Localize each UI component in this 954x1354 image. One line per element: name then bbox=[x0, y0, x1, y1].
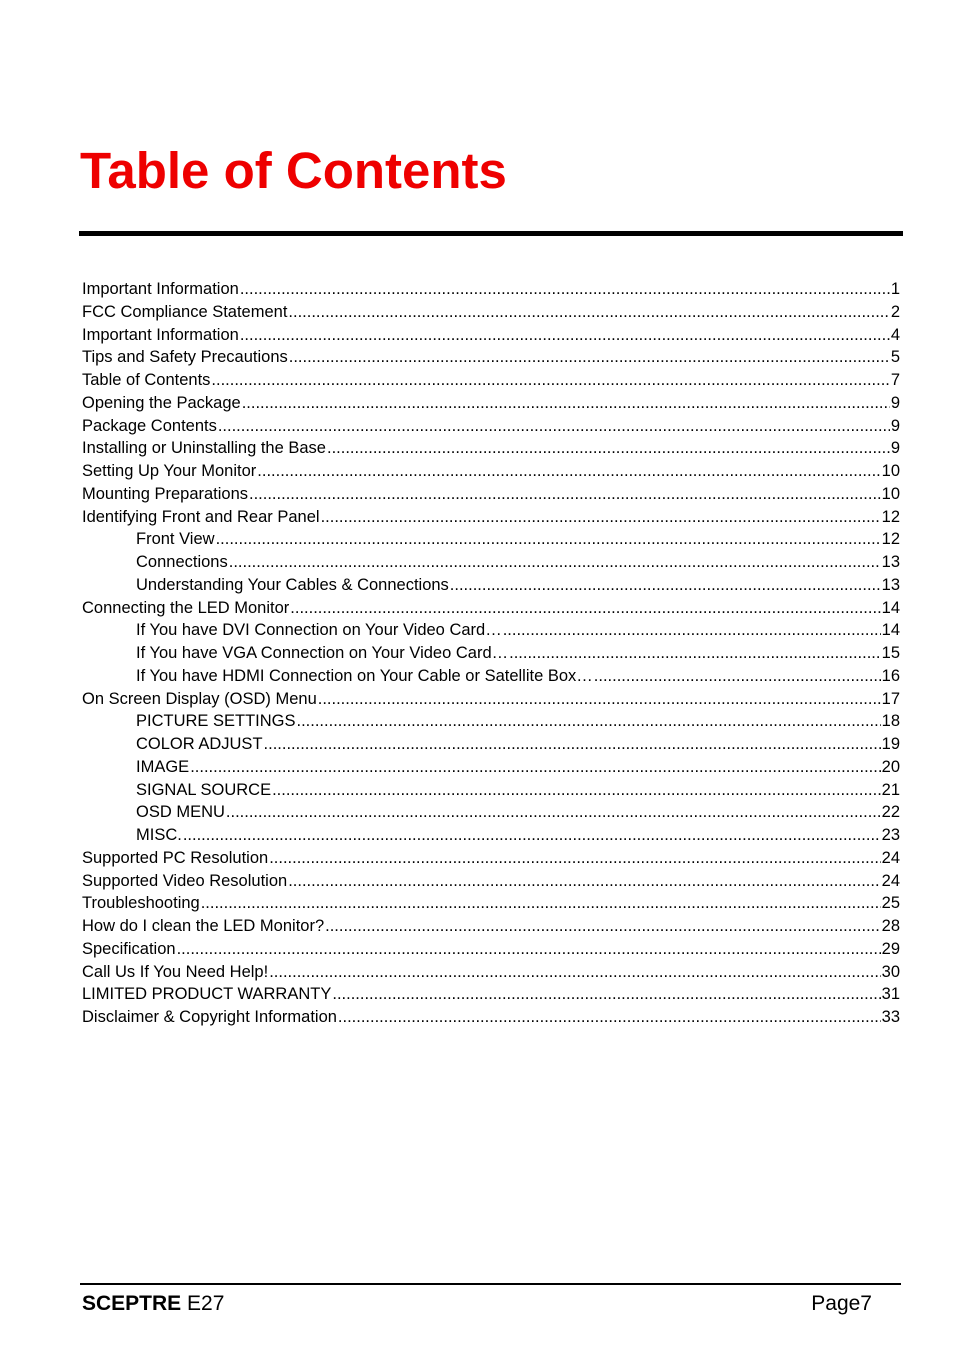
toc-leader-dots bbox=[332, 983, 880, 1005]
toc-leader-dots bbox=[211, 369, 889, 391]
toc-entry-page: 2 bbox=[890, 302, 900, 321]
toc-entry-label: Identifying Front and Rear Panel bbox=[82, 507, 320, 526]
toc-entry-label: If You have VGA Connection on Your Video Card… bbox=[136, 644, 509, 662]
toc-entry-label: Disclaimer & Copyright Information bbox=[82, 1008, 337, 1026]
page-title: Table of Contents bbox=[80, 142, 507, 199]
toc-entry[interactable] bbox=[82, 847, 900, 870]
toc-entry-label: FCC Compliance Statement bbox=[82, 302, 288, 321]
toc-entry[interactable] bbox=[82, 938, 900, 961]
footer-page-number: Page7 bbox=[811, 1292, 872, 1315]
footer-divider bbox=[80, 1283, 901, 1285]
toc-entry-page: 12 bbox=[881, 507, 900, 526]
toc-leader-dots bbox=[594, 665, 881, 687]
toc-entry-label: COLOR ADJUST bbox=[136, 735, 263, 753]
toc-entry-page: 13 bbox=[881, 575, 900, 594]
toc-entry-label: MISC. bbox=[136, 826, 182, 844]
toc-entry[interactable] bbox=[82, 665, 900, 688]
toc-entry-label: If You have HDMI Connection on Your Cable or Satellite Box… bbox=[136, 666, 593, 685]
toc-leader-dots bbox=[218, 415, 890, 437]
toc-entry[interactable] bbox=[82, 961, 900, 984]
toc-entry-label: Table of Contents bbox=[82, 371, 211, 389]
toc-leader-dots bbox=[226, 801, 881, 823]
toc-entry-label: Important Information bbox=[82, 325, 239, 344]
toc-leader-dots bbox=[242, 392, 890, 414]
toc-entry-page: 9 bbox=[890, 416, 900, 435]
toc-leader-dots bbox=[297, 710, 881, 732]
toc-leader-dots bbox=[183, 824, 881, 846]
toc-entry-label: If You have DVI Connection on Your Video Card… bbox=[136, 621, 502, 640]
toc-entry-label: Supported Video Resolution bbox=[82, 871, 288, 890]
toc-entry-label: OSD MENU bbox=[136, 803, 225, 822]
toc-entry-page: 10 bbox=[881, 462, 900, 480]
toc-entry-page: 15 bbox=[881, 644, 900, 662]
toc-leader-dots bbox=[249, 483, 881, 505]
toc-entry-page: 19 bbox=[881, 735, 900, 753]
toc-entry[interactable] bbox=[82, 824, 900, 847]
toc-entry-label: Specification bbox=[82, 939, 176, 958]
toc-entry[interactable] bbox=[82, 415, 900, 438]
toc-entry[interactable] bbox=[82, 301, 900, 324]
toc-entry-page: 22 bbox=[881, 803, 900, 822]
toc-entry-label: Supported PC Resolution bbox=[82, 848, 269, 867]
toc-entry[interactable] bbox=[82, 779, 900, 802]
footer-model: E27 bbox=[181, 1292, 225, 1315]
toc-entry[interactable] bbox=[82, 437, 900, 460]
toc-entry[interactable] bbox=[82, 870, 900, 893]
toc-entry-label: Package Contents bbox=[82, 416, 217, 435]
toc-entry-page: 4 bbox=[890, 325, 900, 344]
toc-entry-page: 33 bbox=[881, 1008, 900, 1026]
toc-entry[interactable] bbox=[82, 551, 900, 574]
toc-entry-label: Connections bbox=[136, 553, 228, 571]
toc-entry-page: 21 bbox=[881, 780, 900, 799]
toc-leader-dots bbox=[509, 642, 881, 664]
toc-entry-label: Mounting Preparations bbox=[82, 484, 249, 503]
toc-leader-dots bbox=[288, 301, 889, 323]
toc-entry-page: 28 bbox=[881, 917, 900, 935]
toc-entry-page: 10 bbox=[881, 484, 900, 503]
toc-leader-dots bbox=[327, 437, 890, 459]
toc-entry-page: 20 bbox=[881, 757, 900, 776]
toc-leader-dots bbox=[318, 688, 881, 710]
footer-brand: SCEPTRE bbox=[82, 1292, 182, 1315]
toc-leader-dots bbox=[338, 1006, 881, 1028]
toc-entry-page: 17 bbox=[881, 689, 900, 708]
toc-entry-page: 18 bbox=[881, 712, 900, 731]
toc-entry[interactable] bbox=[82, 483, 900, 506]
toc-entry-page: 7 bbox=[890, 371, 900, 389]
toc-entry-label: Opening the Package bbox=[82, 393, 241, 412]
toc-entry-page: 14 bbox=[881, 598, 900, 617]
toc-leader-dots bbox=[264, 733, 881, 755]
toc-entry[interactable] bbox=[82, 756, 900, 779]
toc-entry[interactable] bbox=[82, 506, 900, 529]
toc-entry[interactable] bbox=[82, 733, 900, 756]
toc-leader-dots bbox=[503, 619, 881, 641]
toc-entry-page: 29 bbox=[881, 939, 900, 958]
toc-entry[interactable] bbox=[82, 460, 900, 483]
toc-leader-dots bbox=[289, 346, 890, 368]
toc-entry-label: Tips and Safety Precautions bbox=[82, 348, 288, 367]
toc-leader-dots bbox=[321, 506, 881, 528]
toc-entry-label: Setting Up Your Monitor bbox=[82, 462, 257, 480]
toc-entry-page: 14 bbox=[881, 621, 900, 640]
toc-entry-page: 16 bbox=[881, 666, 900, 685]
toc-leader-dots bbox=[288, 870, 880, 892]
toc-entry-page: 23 bbox=[881, 826, 900, 844]
toc-entry[interactable] bbox=[82, 710, 900, 733]
toc-entry-label: Call Us If You Need Help! bbox=[82, 962, 269, 981]
toc-leader-dots bbox=[240, 278, 890, 300]
toc-leader-dots bbox=[190, 756, 880, 778]
toc-leader-dots bbox=[269, 961, 880, 983]
toc-leader-dots bbox=[272, 779, 881, 801]
toc-entry-label: SIGNAL SOURCE bbox=[136, 780, 272, 799]
toc-leader-dots bbox=[257, 460, 880, 482]
toc-entry[interactable] bbox=[82, 688, 900, 711]
toc-entry[interactable] bbox=[82, 801, 900, 824]
toc-entry-label: Understanding Your Cables & Connections bbox=[136, 575, 449, 594]
toc-entry-label: Troubleshooting bbox=[82, 894, 200, 913]
toc-entry-page: 5 bbox=[890, 348, 900, 367]
toc-entry[interactable] bbox=[82, 574, 900, 597]
toc-leader-dots bbox=[240, 324, 890, 346]
toc-entry[interactable] bbox=[82, 278, 900, 301]
toc-entry-label: On Screen Display (OSD) Menu bbox=[82, 689, 317, 708]
title-divider bbox=[79, 231, 903, 236]
footer-product bbox=[82, 1290, 224, 1318]
toc-entry-page: 30 bbox=[881, 962, 900, 981]
toc-leader-dots bbox=[177, 938, 881, 960]
toc-entry-label: Connecting the LED Monitor bbox=[82, 598, 290, 617]
toc-entry-page: 1 bbox=[890, 280, 900, 298]
toc-entry[interactable] bbox=[82, 1006, 900, 1029]
toc-entry[interactable] bbox=[82, 597, 900, 620]
toc-entry[interactable] bbox=[82, 369, 900, 392]
toc-entry[interactable] bbox=[82, 892, 900, 915]
toc-entry-label: LIMITED PRODUCT WARRANTY bbox=[82, 985, 332, 1004]
toc-leader-dots bbox=[290, 597, 880, 619]
toc-entry-page: 9 bbox=[890, 393, 900, 412]
toc-leader-dots bbox=[201, 892, 881, 914]
toc-entry-label: IMAGE bbox=[136, 757, 190, 776]
toc-entry[interactable] bbox=[82, 915, 900, 938]
toc-entry[interactable] bbox=[82, 619, 900, 642]
toc-entry[interactable] bbox=[82, 392, 900, 415]
toc-entry-page: 31 bbox=[881, 985, 900, 1004]
toc-entry-label: How do I clean the LED Monitor? bbox=[82, 917, 325, 935]
toc-entry-page: 13 bbox=[881, 553, 900, 571]
toc-leader-dots bbox=[450, 574, 881, 596]
toc-entry-label: Important Information bbox=[82, 280, 239, 298]
toc-entry[interactable] bbox=[82, 528, 900, 551]
toc-leader-dots bbox=[216, 528, 881, 550]
toc-entry-label: PICTURE SETTINGS bbox=[136, 712, 296, 731]
toc-entry[interactable] bbox=[82, 324, 900, 347]
table-of-contents bbox=[82, 278, 900, 1029]
toc-entry-label: Installing or Uninstalling the Base bbox=[82, 439, 326, 458]
toc-leader-dots bbox=[325, 915, 881, 937]
toc-entry-page: 12 bbox=[881, 530, 900, 549]
toc-entry[interactable] bbox=[82, 983, 900, 1006]
toc-entry[interactable] bbox=[82, 642, 900, 665]
toc-leader-dots bbox=[269, 847, 880, 869]
toc-entry-page: 24 bbox=[881, 871, 900, 890]
toc-entry-page: 25 bbox=[881, 894, 900, 913]
toc-entry-page: 9 bbox=[890, 439, 900, 458]
page-footer bbox=[82, 1290, 872, 1318]
toc-entry-label: Front View bbox=[136, 530, 215, 549]
toc-entry-page: 24 bbox=[881, 848, 900, 867]
toc-entry[interactable] bbox=[82, 346, 900, 369]
toc-leader-dots bbox=[229, 551, 881, 573]
